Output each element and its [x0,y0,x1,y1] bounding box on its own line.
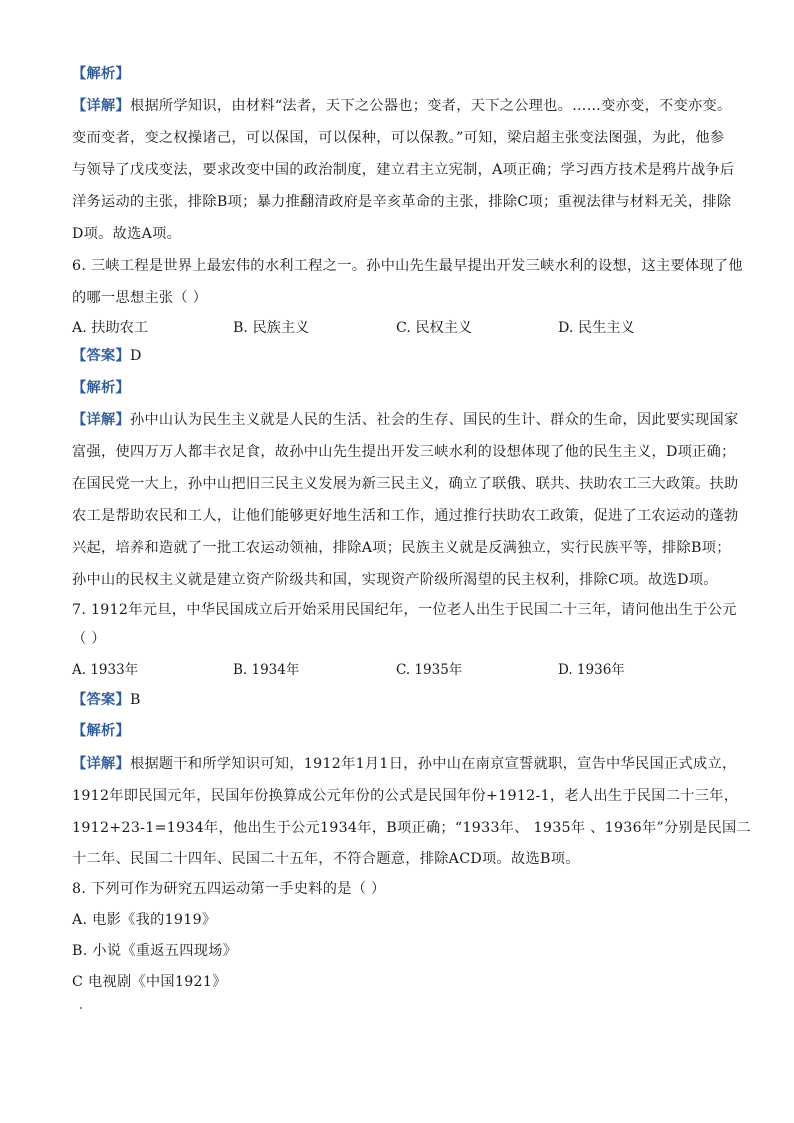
q6-answer-tag: 【答案】 [72,348,130,364]
q7-detail-line-3: 1912+23-1=1934年，他出生于公元1934年，B项正确；“1933年、 1935年 、1936年”分别是民国二 [72,820,751,836]
q6-analysis-tag: 【解析】 [72,380,130,396]
q6-stem-line-2: 的哪一思想主张（ ） [72,290,208,306]
q6-option-c: C. 民权主义 [396,320,473,336]
q6-option-b: B. 民族主义 [233,320,310,336]
q6-options [72,318,722,338]
q7-option-b: B. 1934年 [233,662,300,678]
q6-answer [72,346,722,366]
q8-option-c: C 电视剧《中国1921》 [72,974,227,990]
q7-answer-tag: 【答案】 [72,692,130,708]
q7-options [72,660,722,680]
q5-analysis-tag: 【解析】 [72,66,130,82]
q5-detail-tag: 【详解】 [72,98,130,114]
q8-option-a: A. 电影《我的1919》 [72,912,217,928]
q6-detail-line-3: 在国民党一大上，孙中山把旧三民主义发展为新三民主义，确立了联俄、联共、扶助农工三大政策。扶助 [72,476,739,492]
q5-detail-line-5: D项。故选A项。 [72,226,182,242]
q5-detail-line-3: 与领导了戊戌变法，要求改变中国的政治制度，建立君主立宪制，A项正确；学习西方技术是鸦片战争后 [72,162,735,178]
q7-detail-line-2: 1912年即民国元年，民国年份换算成公元年份的公式是民国年份+1912-1，老人出生于民国二十三年， [72,788,739,804]
q6-detail-line-5: 兴起，培养和造就了一批工农运动领袖，排除A项；民族主义就是反满独立，实行民族平等，排除B项； [72,540,731,556]
q5-detail-line-4: 洋务运动的主张，排除B项；暴力推翻清政府是辛亥革命的主张，排除C项；重视法律与材料无关，排除 [72,194,732,210]
q6-detail-tag: 【详解】 [72,412,130,428]
q6-option-d: D. 民生主义 [558,320,635,336]
q7-stem-line-2: （ ） [72,631,106,647]
q7-detail-line-1: 【详解】根据题干和所学知识可知，1912年1月1日，孙中山在南京宣誓就职，宣告中华民国正式成立， [72,756,737,772]
q6-answer-value: D [129,348,142,364]
q7-analysis-tag: 【解析】 [72,723,130,739]
q6-detail-line-1: 【详解】孙中山认为民生主义就是人民的生活、社会的生存、国民的生计、群众的生命，因此要实现国家 [72,412,739,428]
q5-detail-line-2: 变而变者，变之权操诸己，可以保国，可以保种，可以保教。”可知，梁启超主张变法图强，为此，他参 [72,130,725,146]
q7-answer-value: B [129,692,141,708]
q7-detail-line-4: 十二年、民国二十四年、民国二十五年，不符合题意，排除ACD项。故选B项。 [72,851,580,867]
q5-detail-line-1: 【详解】根据所学知识，由材料“法者，天下之公器也；变者，天下之公理也。……变亦变，不变亦变。 [72,98,732,114]
q6-option-a: A. 扶助农工 [72,320,149,336]
q6-stem-line-1: 6. 三峡工程是世界上最宏伟的水利工程之一。孙中山先生最早提出开发三峡水利的设想，这主要体现了他 [72,258,743,274]
q7-detail-tag: 【详解】 [72,756,130,772]
page-artifact-dot [80,1007,82,1009]
q8-stem-line-1: 8. 下列可作为研究五四运动第一手史料的是（ ） [72,881,386,897]
q7-option-c: C. 1935年 [396,662,463,678]
q6-detail-line-2: 富强，使四万万人都丰衣足食，故孙中山先生提出开发三峡水利的设想体现了他的民生主义，D项正确； [72,444,736,460]
q8-option-b: B. 小说《重返五四现场》 [72,943,238,959]
q7-stem-line-1: 7. 1912年元旦，中华民国成立后开始采用民国纪年，一位老人出生于民国二十三年，请问他出生于公元 [72,602,737,618]
q7-option-d: D. 1936年 [558,662,625,678]
q6-detail-line-4: 农工是帮助农民和工人，让他们能够更好地生活和工作，通过推行扶助农工政策，促进了工农运动的蓬勃 [72,508,739,524]
q7-answer [72,690,722,710]
q6-detail-line-6: 孙中山的民权主义就是建立资产阶级共和国，实现资产阶级所渴望的民主权利，排除C项。故选D项。 [72,572,718,588]
q7-option-a: A. 1933年 [72,662,139,678]
